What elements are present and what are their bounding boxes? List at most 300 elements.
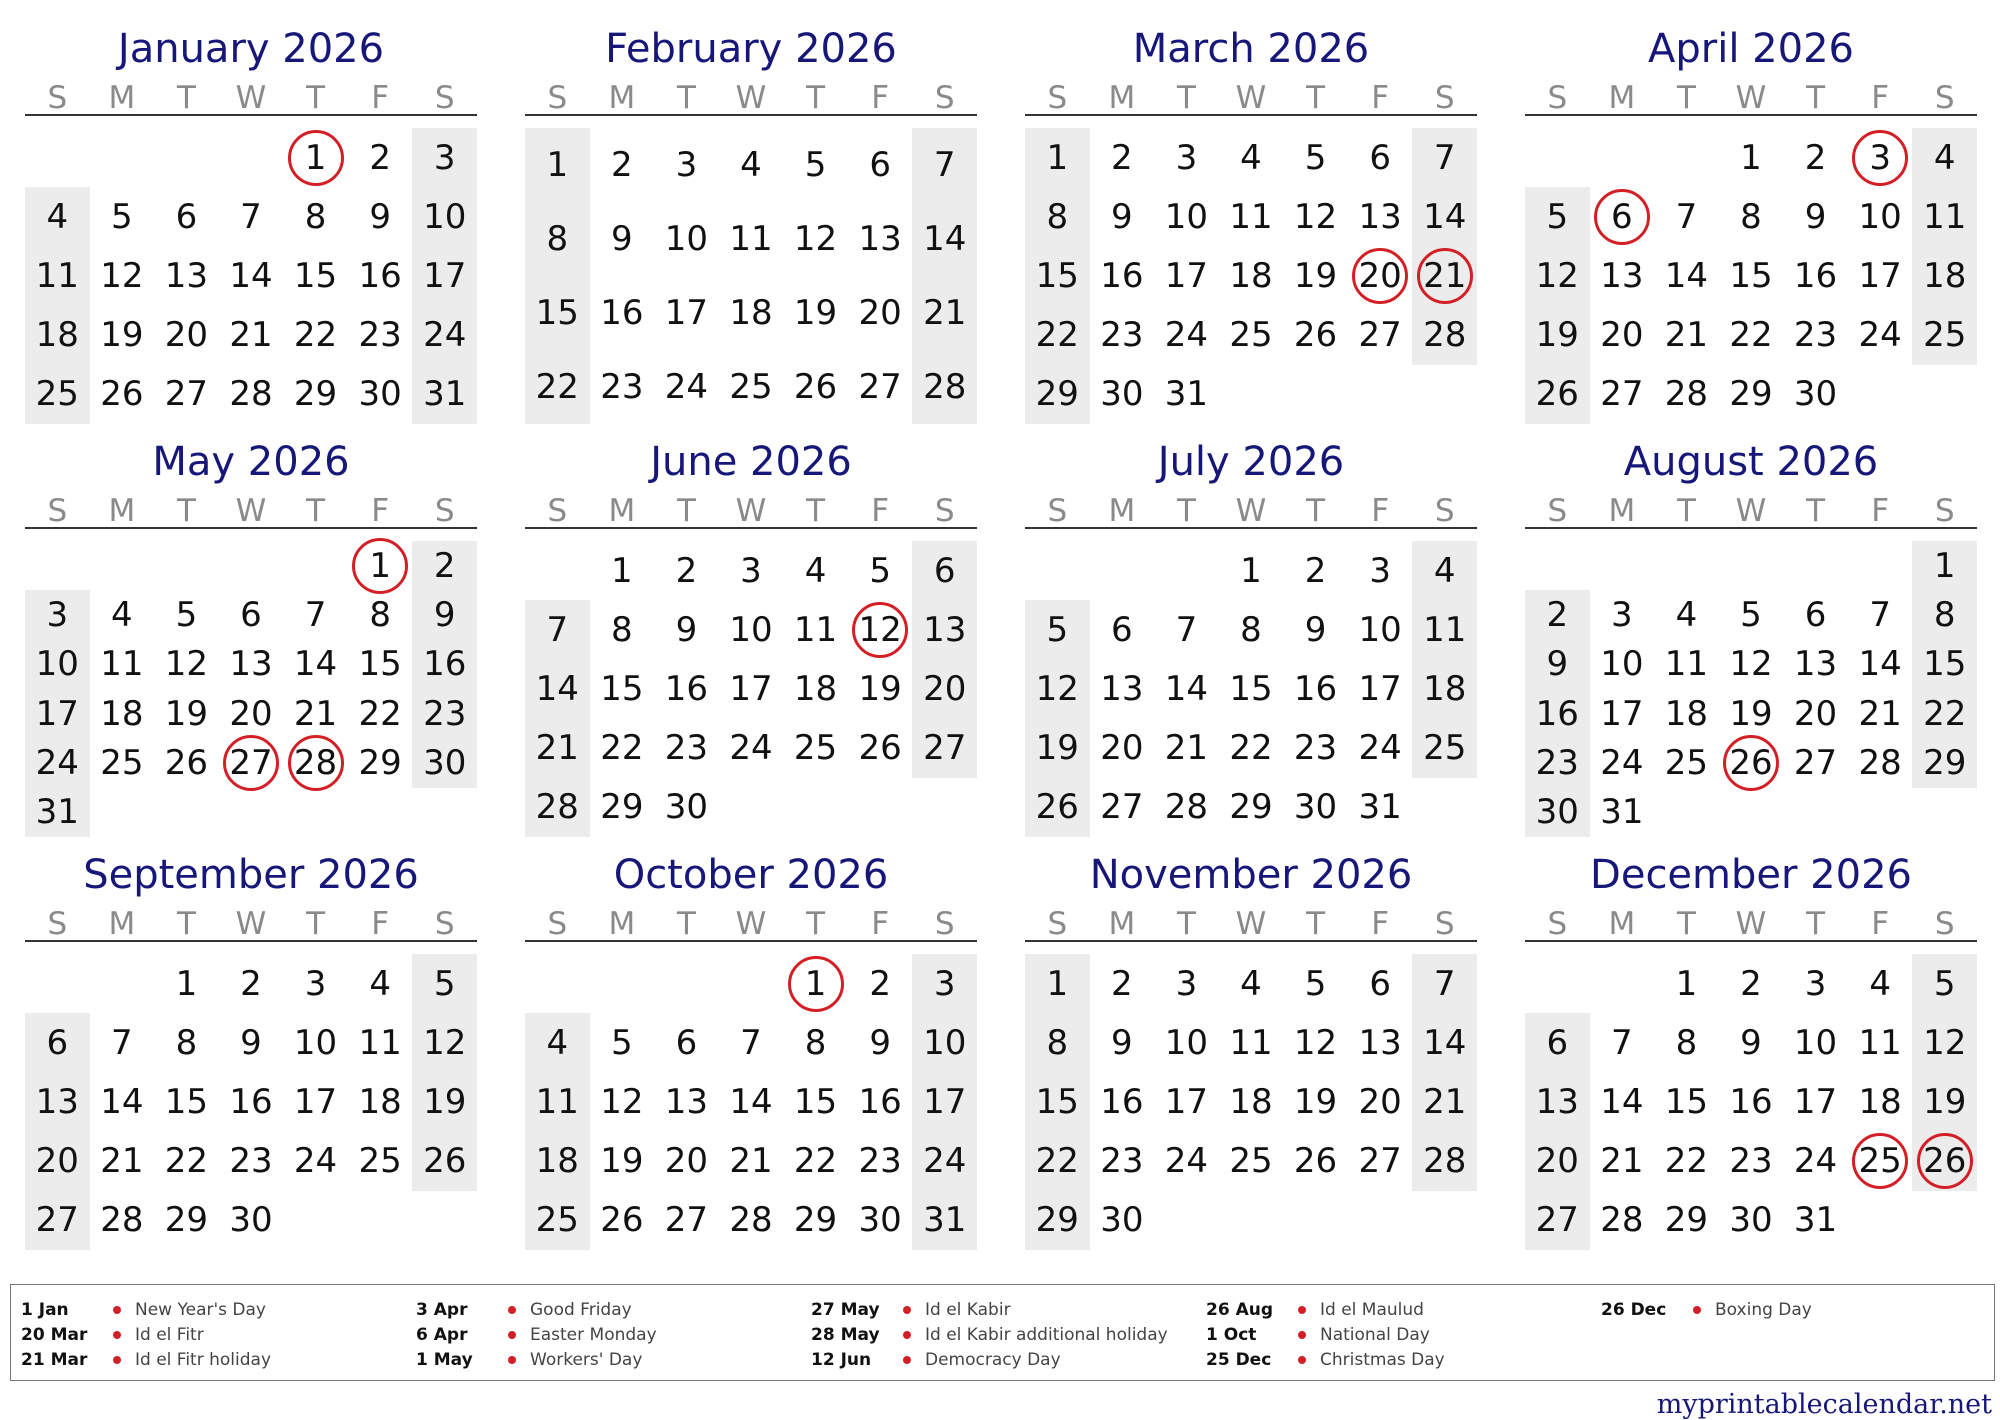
weekday-label: T	[306, 80, 326, 116]
day-cell: 8	[1740, 196, 1762, 237]
day-cell: 27	[35, 1200, 79, 1241]
legend-column	[1601, 1297, 1996, 1380]
day-cell: 23	[1293, 728, 1338, 769]
month-calendar	[1525, 18, 1977, 431]
month-calendar	[25, 431, 477, 844]
day-cell: 13	[1535, 1081, 1579, 1122]
day-cell: 15	[793, 1081, 838, 1122]
day-cell: 6	[1369, 137, 1391, 178]
day-cell: 4	[1240, 137, 1262, 178]
day-cell: 22	[293, 315, 338, 356]
bullet-dot-icon	[113, 1306, 121, 1314]
day-cell: 2	[433, 545, 456, 586]
day-cell: 28	[1423, 315, 1467, 356]
day-cell: 11	[1858, 1022, 1902, 1063]
day-cell: 10	[1358, 609, 1402, 650]
day-cell: 26	[600, 1200, 644, 1241]
day-cell: 18	[1664, 693, 1709, 734]
day-cell: 27	[1600, 374, 1644, 415]
day-cell: 9	[611, 219, 633, 259]
weekday-label: S	[1934, 80, 1955, 116]
weekday-label: F	[1871, 906, 1890, 942]
legend-date: 1 May	[416, 1349, 473, 1370]
day-cell: 19	[1293, 255, 1338, 296]
day-cell: 14	[1423, 1022, 1467, 1063]
day-cell: 14	[100, 1081, 144, 1122]
day-cell: 14	[1600, 1081, 1644, 1122]
day-cell: 15	[1035, 1081, 1079, 1122]
day-cell: 4	[369, 963, 391, 1004]
day-cell: 7	[1869, 594, 1891, 635]
weekday-header	[525, 493, 977, 529]
day-cell: 28	[729, 1200, 773, 1241]
legend-holiday-name: Easter Monday	[530, 1324, 657, 1345]
weekday-label: T	[306, 906, 326, 942]
legend-date: 12 Jun	[811, 1349, 872, 1370]
bullet-dot-icon	[1298, 1331, 1306, 1339]
legend-column	[21, 1297, 416, 1380]
legend-date: 21 Mar	[21, 1349, 88, 1370]
month-calendar	[525, 431, 977, 844]
day-cell: 14	[729, 1081, 773, 1122]
day-cell: 24	[1164, 1141, 1209, 1182]
day-cell: 21	[1600, 1141, 1644, 1182]
day-cell: 18	[535, 1141, 579, 1182]
legend-date: 25 Dec	[1206, 1349, 1272, 1370]
legend-item	[1206, 1347, 1601, 1372]
day-cell: 27	[664, 1200, 709, 1241]
legend-date: 26 Aug	[1206, 1299, 1274, 1320]
day-cell: 28	[535, 787, 579, 828]
day-cell: 9	[1740, 1022, 1762, 1063]
day-cell: 30	[1535, 792, 1579, 833]
day-cell: 5	[1933, 963, 1956, 1004]
weekday-label: S	[434, 80, 455, 116]
weekday-label: M	[1608, 493, 1636, 529]
day-cell: 10	[664, 219, 709, 259]
day-cell: 11	[35, 255, 79, 296]
day-cell: 26	[793, 367, 838, 407]
day-cell: 2	[1804, 137, 1827, 178]
day-cell: 28	[1600, 1200, 1644, 1241]
day-cell: 9	[1111, 196, 1133, 237]
weekday-label: F	[871, 906, 890, 942]
month-calendar	[1025, 431, 1477, 844]
day-cell: 3	[1804, 963, 1827, 1004]
day-cell: 2	[240, 963, 262, 1004]
legend-column	[1206, 1297, 1601, 1380]
bullet-dot-icon	[113, 1356, 121, 1364]
days-grid	[1525, 954, 1977, 1250]
weekday-label: T	[1176, 493, 1196, 529]
day-cell: 23	[600, 367, 644, 407]
day-cell: 27	[1358, 1141, 1402, 1182]
day-cell: 31	[1793, 1200, 1838, 1241]
day-cell: 6	[46, 1022, 69, 1063]
day-cell: 4	[46, 196, 69, 237]
day-cell: 8	[369, 594, 391, 635]
day-cell: 9	[1111, 1022, 1133, 1063]
day-cell: 17	[1164, 1081, 1209, 1122]
day-cell: 20	[1535, 1141, 1579, 1182]
day-cell: 22	[1664, 1141, 1709, 1182]
weekday-label: T	[676, 80, 696, 116]
day-cell: 15	[1035, 255, 1079, 296]
day-cell: 27	[164, 374, 209, 415]
day-cell: 5	[804, 145, 827, 185]
day-cell: 6	[175, 196, 198, 237]
day-cell: 30	[1293, 787, 1338, 828]
day-cell: 26	[423, 1141, 467, 1182]
day-cell: 16	[600, 293, 644, 333]
day-cell: 4	[1869, 963, 1891, 1004]
day-cell: 18	[729, 293, 773, 333]
day-cell: 9	[433, 594, 456, 635]
month-title: March 2026	[1132, 26, 1370, 72]
day-cell: 12	[100, 255, 144, 296]
day-cell: 15	[1729, 255, 1773, 296]
day-cell: 8	[804, 1022, 827, 1063]
day-cell: 6	[869, 145, 891, 185]
weekday-label: F	[1371, 906, 1390, 942]
day-cell: 12	[1535, 255, 1579, 296]
day-cell: 21	[1664, 315, 1709, 356]
weekday-label: F	[371, 493, 390, 529]
day-cell: 11	[729, 219, 773, 259]
weekday-label: T	[806, 80, 826, 116]
day-cell: 11	[535, 1081, 579, 1122]
day-cell: 12	[1293, 1022, 1338, 1063]
days-grid	[525, 128, 977, 424]
day-cell: 19	[164, 693, 209, 734]
day-cell: 2	[369, 137, 391, 178]
day-cell: 25	[1664, 742, 1709, 783]
weekday-label: S	[934, 493, 955, 529]
weekday-label: S	[1047, 80, 1068, 116]
bullet-dot-icon	[508, 1306, 516, 1314]
day-cell: 19	[793, 293, 838, 333]
day-cell: 27	[923, 728, 967, 769]
day-cell: 30	[1793, 374, 1838, 415]
day-cell: 6	[1111, 609, 1133, 650]
month-title: December 2026	[1590, 852, 1912, 898]
day-cell: 8	[611, 609, 633, 650]
days-grid	[1025, 954, 1477, 1250]
day-cell: 17	[1793, 1081, 1838, 1122]
weekday-header	[1525, 493, 1977, 529]
day-cell: 25	[1229, 315, 1273, 356]
legend-holiday-name: Workers' Day	[530, 1349, 643, 1370]
day-cell: 16	[1100, 1081, 1144, 1122]
day-cell: 1	[175, 963, 198, 1004]
day-cell: 31	[423, 374, 467, 415]
day-cell: 13	[164, 255, 209, 296]
day-cell: 12	[1293, 196, 1338, 237]
day-cell: 4	[111, 594, 133, 635]
legend-date: 28 May	[811, 1324, 880, 1345]
day-cell: 22	[1035, 1141, 1079, 1182]
weekday-label: M	[1108, 906, 1136, 942]
holiday-day-cell: 25	[1848, 1132, 1913, 1191]
weekday-label: T	[1176, 906, 1196, 942]
day-cell: 29	[600, 787, 644, 828]
day-cell: 16	[1535, 693, 1579, 734]
weekday-label: M	[1108, 80, 1136, 116]
day-cell: 17	[729, 668, 773, 709]
weekday-label: F	[1371, 80, 1390, 116]
day-cell: 14	[923, 219, 967, 259]
day-cell: 15	[293, 255, 338, 296]
day-cell: 16	[1293, 668, 1338, 709]
legend-holiday-name: Id el Maulud	[1320, 1299, 1424, 1320]
day-cell: 10	[1164, 1022, 1209, 1063]
day-cell: 21	[535, 728, 579, 769]
day-cell: 2	[1304, 550, 1327, 591]
legend-item	[21, 1347, 416, 1372]
day-cell: 3	[46, 594, 69, 635]
legend-item	[21, 1297, 416, 1322]
day-cell: 28	[1164, 787, 1209, 828]
day-cell: 17	[1164, 255, 1209, 296]
day-cell: 12	[423, 1022, 467, 1063]
day-cell: 25	[1923, 315, 1967, 356]
day-cell: 29	[793, 1200, 838, 1241]
day-cell: 7	[240, 196, 262, 237]
legend-date: 1 Oct	[1206, 1324, 1257, 1345]
weekday-label: S	[47, 493, 68, 529]
weekday-label: M	[1608, 906, 1636, 942]
day-cell: 29	[164, 1200, 209, 1241]
day-cell: 27	[1100, 787, 1144, 828]
day-cell: 20	[664, 1141, 709, 1182]
legend-item	[416, 1347, 811, 1372]
day-cell: 25	[793, 728, 838, 769]
day-cell: 4	[1933, 137, 1956, 178]
weekday-label: F	[1371, 493, 1390, 529]
day-cell: 8	[1933, 594, 1956, 635]
weekday-label: T	[176, 80, 196, 116]
weekday-header	[1525, 80, 1977, 116]
day-cell: 12	[1923, 1022, 1967, 1063]
day-cell: 2	[1111, 963, 1133, 1004]
day-cell: 13	[858, 219, 902, 259]
day-cell: 30	[229, 1200, 273, 1241]
day-cell: 8	[1675, 1022, 1698, 1063]
bullet-dot-icon	[1298, 1306, 1306, 1314]
weekday-label: M	[608, 493, 636, 529]
site-watermark[interactable]: myprintablecalendar.net	[1656, 1389, 1992, 1420]
day-cell: 18	[358, 1081, 402, 1122]
weekday-header	[525, 80, 977, 116]
day-cell: 7	[1433, 963, 1456, 1004]
legend-holiday-name: Id el Kabir additional holiday	[925, 1324, 1168, 1345]
day-cell: 3	[433, 137, 456, 178]
day-cell: 8	[1046, 1022, 1069, 1063]
day-cell: 18	[793, 668, 838, 709]
day-cell: 19	[100, 315, 144, 356]
day-cell: 30	[1729, 1200, 1773, 1241]
day-cell: 27	[858, 367, 902, 407]
day-cell: 14	[229, 255, 273, 296]
holiday-legend	[10, 1284, 1995, 1381]
weekday-label: S	[547, 906, 568, 942]
day-cell: 22	[1035, 315, 1079, 356]
day-cell: 25	[535, 1200, 579, 1241]
weekday-header	[1525, 906, 1977, 942]
weekday-header	[1025, 906, 1477, 942]
legend-date: 27 May	[811, 1299, 880, 1320]
day-cell: 23	[1793, 315, 1838, 356]
legend-holiday-name: Democracy Day	[925, 1349, 1061, 1370]
day-cell: 12	[1035, 668, 1079, 709]
day-cell: 11	[1664, 644, 1709, 685]
day-cell: 28	[923, 367, 967, 407]
day-cell: 26	[1293, 315, 1338, 356]
day-cell: 8	[1046, 196, 1069, 237]
weekday-label: F	[371, 906, 390, 942]
weekday-label: S	[934, 80, 955, 116]
day-cell: 22	[164, 1141, 209, 1182]
day-cell: 2	[1111, 137, 1133, 178]
day-cell: 26	[100, 374, 144, 415]
weekday-label: T	[306, 493, 326, 529]
weekday-header	[525, 906, 977, 942]
weekday-label: T	[1676, 493, 1696, 529]
day-cell: 23	[1535, 742, 1579, 783]
holiday-day-cell: 26	[1912, 1132, 1977, 1191]
weekday-label: W	[735, 493, 767, 529]
legend-item	[811, 1347, 1206, 1372]
day-cell: 7	[933, 145, 956, 185]
day-cell: 24	[1600, 742, 1644, 783]
day-cell: 14	[1164, 668, 1209, 709]
month-title: August 2026	[1623, 439, 1879, 485]
day-cell: 1	[1933, 545, 1956, 586]
day-cell: 7	[1675, 196, 1698, 237]
weekday-label: T	[1676, 80, 1696, 116]
holiday-day-cell: 21	[1412, 246, 1477, 305]
day-cell: 10	[923, 1022, 967, 1063]
day-cell: 21	[1423, 1081, 1467, 1122]
weekday-label: T	[1306, 493, 1326, 529]
weekday-label: S	[1434, 493, 1455, 529]
days-grid	[1525, 128, 1977, 424]
holiday-day-cell: 26	[1719, 738, 1784, 787]
day-cell: 17	[35, 693, 79, 734]
weekday-label: S	[434, 906, 455, 942]
day-cell: 29	[1229, 787, 1273, 828]
day-cell: 27	[1358, 315, 1402, 356]
weekday-label: W	[1235, 80, 1267, 116]
legend-column	[811, 1297, 1206, 1380]
weekday-label: S	[547, 493, 568, 529]
day-cell: 5	[1740, 594, 1762, 635]
day-cell: 19	[1923, 1081, 1967, 1122]
day-cell: 2	[1546, 594, 1569, 635]
day-cell: 6	[1546, 1022, 1569, 1063]
day-cell: 13	[1100, 668, 1144, 709]
legend-date: 1 Jan	[21, 1299, 69, 1320]
day-cell: 18	[35, 315, 79, 356]
day-cell: 16	[1793, 255, 1838, 296]
weekday-label: S	[1047, 493, 1068, 529]
day-cell: 28	[1858, 742, 1902, 783]
day-cell: 7	[1175, 609, 1198, 650]
day-cell: 19	[858, 668, 902, 709]
weekday-label: F	[1871, 80, 1890, 116]
weekday-label: T	[676, 906, 696, 942]
day-cell: 20	[1600, 315, 1644, 356]
bullet-dot-icon	[113, 1331, 121, 1339]
day-cell: 25	[1423, 728, 1467, 769]
day-cell: 5	[869, 550, 891, 591]
day-cell: 29	[293, 374, 338, 415]
day-cell: 3	[1175, 963, 1198, 1004]
weekday-label: M	[1108, 493, 1136, 529]
day-cell: 11	[1229, 196, 1273, 237]
day-cell: 23	[1100, 1141, 1144, 1182]
day-cell: 10	[1164, 196, 1209, 237]
day-cell: 1	[1240, 550, 1262, 591]
day-cell: 31	[1600, 792, 1644, 833]
day-cell: 5	[1046, 609, 1069, 650]
day-cell: 10	[729, 609, 773, 650]
month-calendar	[525, 844, 977, 1257]
day-cell: 8	[304, 196, 327, 237]
day-cell: 19	[1729, 693, 1773, 734]
day-cell: 28	[229, 374, 273, 415]
weekday-label: M	[108, 80, 136, 116]
day-cell: 9	[1804, 196, 1827, 237]
day-cell: 6	[675, 1022, 698, 1063]
day-cell: 1	[1046, 137, 1069, 178]
month-title: June 2026	[650, 439, 852, 485]
weekday-label: T	[1806, 906, 1826, 942]
day-cell: 4	[740, 145, 762, 185]
holiday-day-cell: 20	[1348, 246, 1413, 305]
day-cell: 9	[1304, 609, 1327, 650]
day-cell: 23	[1729, 1141, 1773, 1182]
day-cell: 5	[111, 196, 133, 237]
day-cell: 17	[1858, 255, 1902, 296]
day-cell: 24	[1358, 728, 1402, 769]
legend-item	[416, 1322, 811, 1347]
day-cell: 24	[1793, 1141, 1838, 1182]
day-cell: 21	[923, 293, 967, 333]
day-cell: 3	[304, 963, 327, 1004]
month-calendar	[525, 18, 977, 431]
weekday-label: S	[1547, 906, 1568, 942]
month-title: October 2026	[613, 852, 889, 898]
day-cell: 13	[1358, 196, 1402, 237]
day-cell: 31	[35, 792, 79, 833]
day-cell: 31	[923, 1200, 967, 1241]
day-cell: 2	[611, 145, 633, 185]
day-cell: 4	[1433, 550, 1456, 591]
month-calendar	[1025, 18, 1477, 431]
day-cell: 5	[175, 594, 198, 635]
day-cell: 24	[293, 1141, 338, 1182]
legend-item	[1206, 1297, 1601, 1322]
day-cell: 27	[1535, 1200, 1579, 1241]
day-cell: 29	[1923, 742, 1967, 783]
weekday-label: W	[235, 906, 267, 942]
day-cell: 28	[1664, 374, 1709, 415]
day-cell: 11	[1423, 609, 1467, 650]
legend-holiday-name: Id el Fitr	[135, 1324, 204, 1345]
day-cell: 30	[358, 374, 402, 415]
day-cell: 17	[1600, 693, 1644, 734]
